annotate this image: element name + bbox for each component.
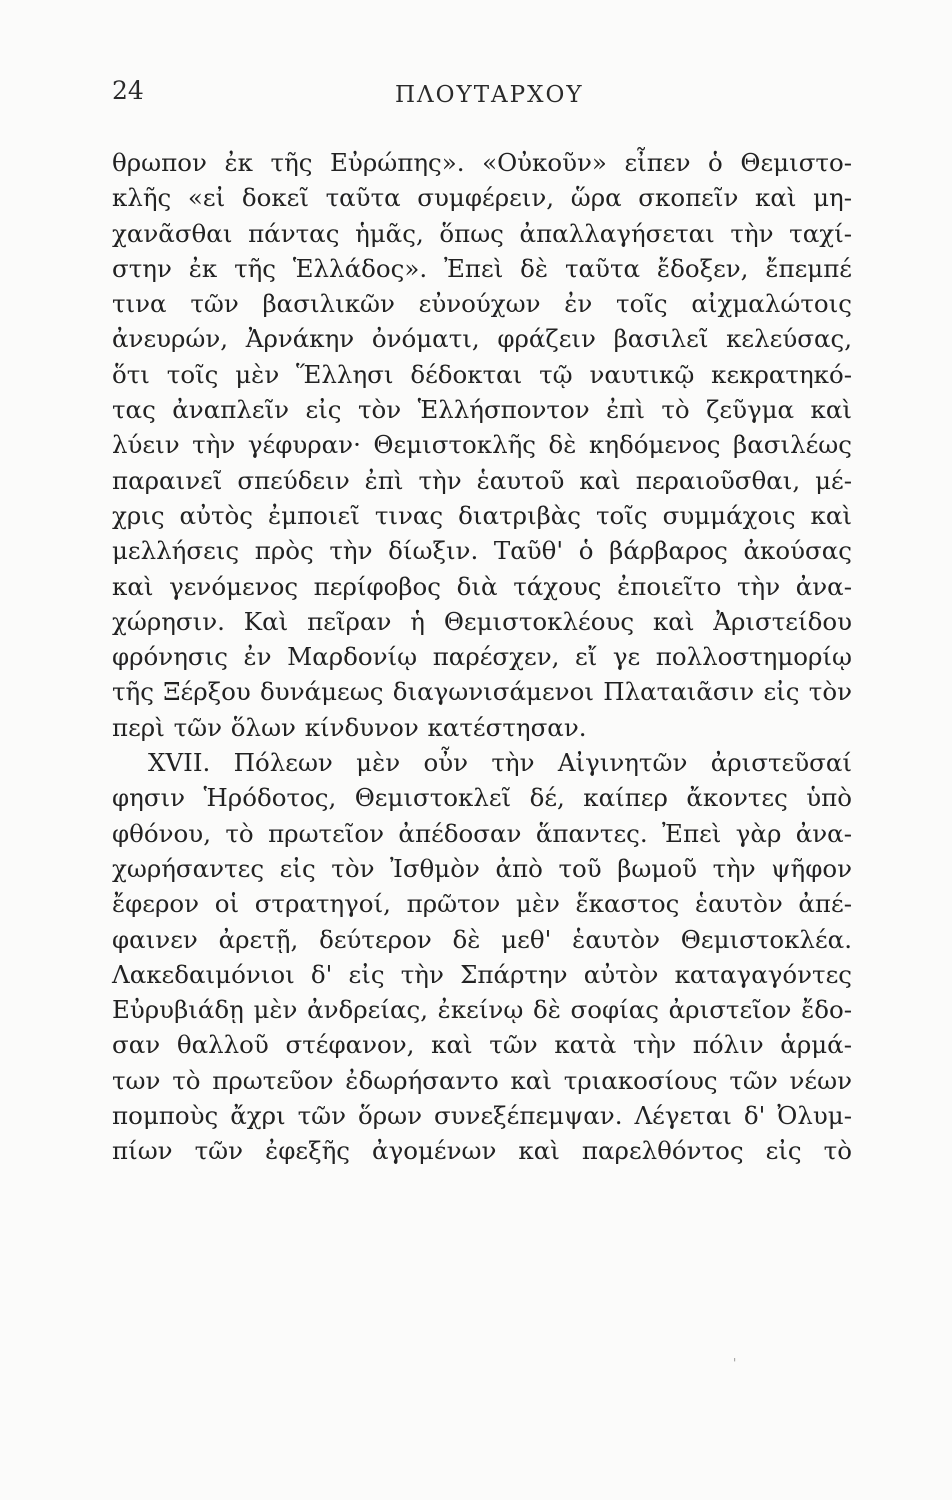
text-line: ἀνευρών, Ἀρνάκην ὀνόματι, φράζειν βασιλεῖ κελεύσας,	[112, 324, 852, 354]
text-line: τῆς Ξέρξου δυνάμεως διαγωνισάμενοι Πλαταιᾶσιν εἰς τὸν	[112, 677, 852, 707]
running-head: ΠΛΟΥΤΑΡΧΟΥ	[395, 82, 584, 108]
text-line: στην ἐκ τῆς Ἑλλάδος». Ἐπεὶ δὲ ταῦτα ἔδοξεν, ἔπεμπέ	[112, 253, 852, 283]
body-text	[112, 145, 852, 1169]
text-line: λύειν τὴν γέφυραν· Θεμιστοκλῆς δὲ κηδόμενος βασιλέως	[112, 430, 852, 460]
text-line: Λακεδαιμόνιοι δ' εἰς τὴν Σπάρτην αὐτὸν καταγαγόντες	[112, 959, 852, 989]
text-line: θρωπον ἐκ τῆς Εὐρώπης». «Οὐκοῦν» εἶπεν ὁ Θεμιστο-	[112, 148, 852, 177]
text-line: φησιν Ἡρόδοτος, Θεμιστοκλεῖ δέ, καίπερ ἄκοντες ὑπὸ	[112, 783, 852, 813]
text-line: πίων τῶν ἐφεξῆς ἀγομένων καὶ παρελθόντος εἰς τὸ	[112, 1136, 852, 1166]
text-line: τας ἀναπλεῖν εἰς τὸν Ἑλλήσποντον ἐπὶ τὸ ζεῦγμα καὶ	[112, 395, 852, 425]
text-line: Εὐρυβιάδῃ μὲν ἀνδρείας, ἐκείνῳ δὲ σοφίας ἀριστεῖον ἔδο-	[112, 995, 852, 1025]
text-line: χωρήσαντες εἰς τὸν Ἰσθμὸν ἀπὸ τοῦ βωμοῦ τὴν ψῆφον	[112, 853, 852, 883]
text-line: χανᾶσθαι πάντας ἡμᾶς, ὅπως ἀπαλλαγήσεται τὴν ταχί-	[112, 218, 852, 248]
text-line: σαν θαλλοῦ στέφανον, καὶ τῶν κατὰ τὴν πόλιν ἁρμά-	[112, 1030, 852, 1060]
text-line: φθόνου, τὸ πρωτεῖον ἀπέδοσαν ἅπαντες. Ἐπεὶ γὰρ ἀνα-	[112, 818, 852, 848]
text-line: παραινεῖ σπεύδειν ἐπὶ τὴν ἑαυτοῦ καὶ περαιοῦσθαι, μέ-	[112, 465, 852, 495]
text-line: κλῆς «εἰ δοκεῖ ταῦτα συμφέρειν, ὥρα σκοπεῖν καὶ μη-	[112, 183, 852, 213]
stray-mark: '	[733, 1356, 737, 1370]
text-line: πομποὺς ἄχρι τῶν ὅρων συνεξέπεμψαν. Λέγεται δ' Ὀλυμ-	[112, 1101, 852, 1131]
text-line: φρόνησις ἐν Μαρδονίῳ παρέσχεν, εἴ γε πολλοστημορίῳ	[112, 642, 852, 672]
text-line: ἔφερον οἱ στρατηγοί, πρῶτον μὲν ἕκαστος ἑαυτὸν ἀπέ-	[112, 889, 852, 919]
chapter-start-line: XVII. Πόλεων μὲν οὖν τὴν Αἰγινητῶν ἀριστεῦσαί	[148, 748, 852, 778]
text-line: χρις αὐτὸς ἐμποιεῖ τινας διατριβὰς τοῖς συμμάχοις καὶ	[112, 500, 852, 530]
page-number: 24	[112, 76, 144, 105]
text-line: τινα τῶν βασιλικῶν εὐνούχων ἐν τοῖς αἰχμαλώτοις	[112, 289, 852, 319]
text-line: χώρησιν. Καὶ πεῖραν ἡ Θεμιστοκλέους καὶ Ἀριστείδου	[112, 606, 852, 636]
text-line: μελλήσεις πρὸς τὴν δίωξιν. Ταῦθ' ὁ βάρβαρος ἀκούσας	[112, 536, 852, 566]
page-header	[0, 72, 952, 122]
text-line: καὶ γενόμενος περίφοβος διὰ τάχους ἐποιεῖτο τὴν ἀνα-	[112, 571, 852, 601]
text-line: ὅτι τοῖς μὲν Ἕλλησι δέδοκται τῷ ναυτικῷ κεκρατηκό-	[112, 359, 852, 389]
text-line: των τὸ πρωτεῦον ἐδωρήσαντο καὶ τριακοσίους τῶν νέων	[112, 1065, 852, 1095]
paragraph-end-line: περὶ τῶν ὅλων κίνδυνον κατέστησαν.	[112, 712, 587, 742]
text-line: φαινεν ἀρετῇ, δεύτερον δὲ μεθ' ἑαυτὸν Θεμιστοκλέα.	[112, 924, 852, 954]
